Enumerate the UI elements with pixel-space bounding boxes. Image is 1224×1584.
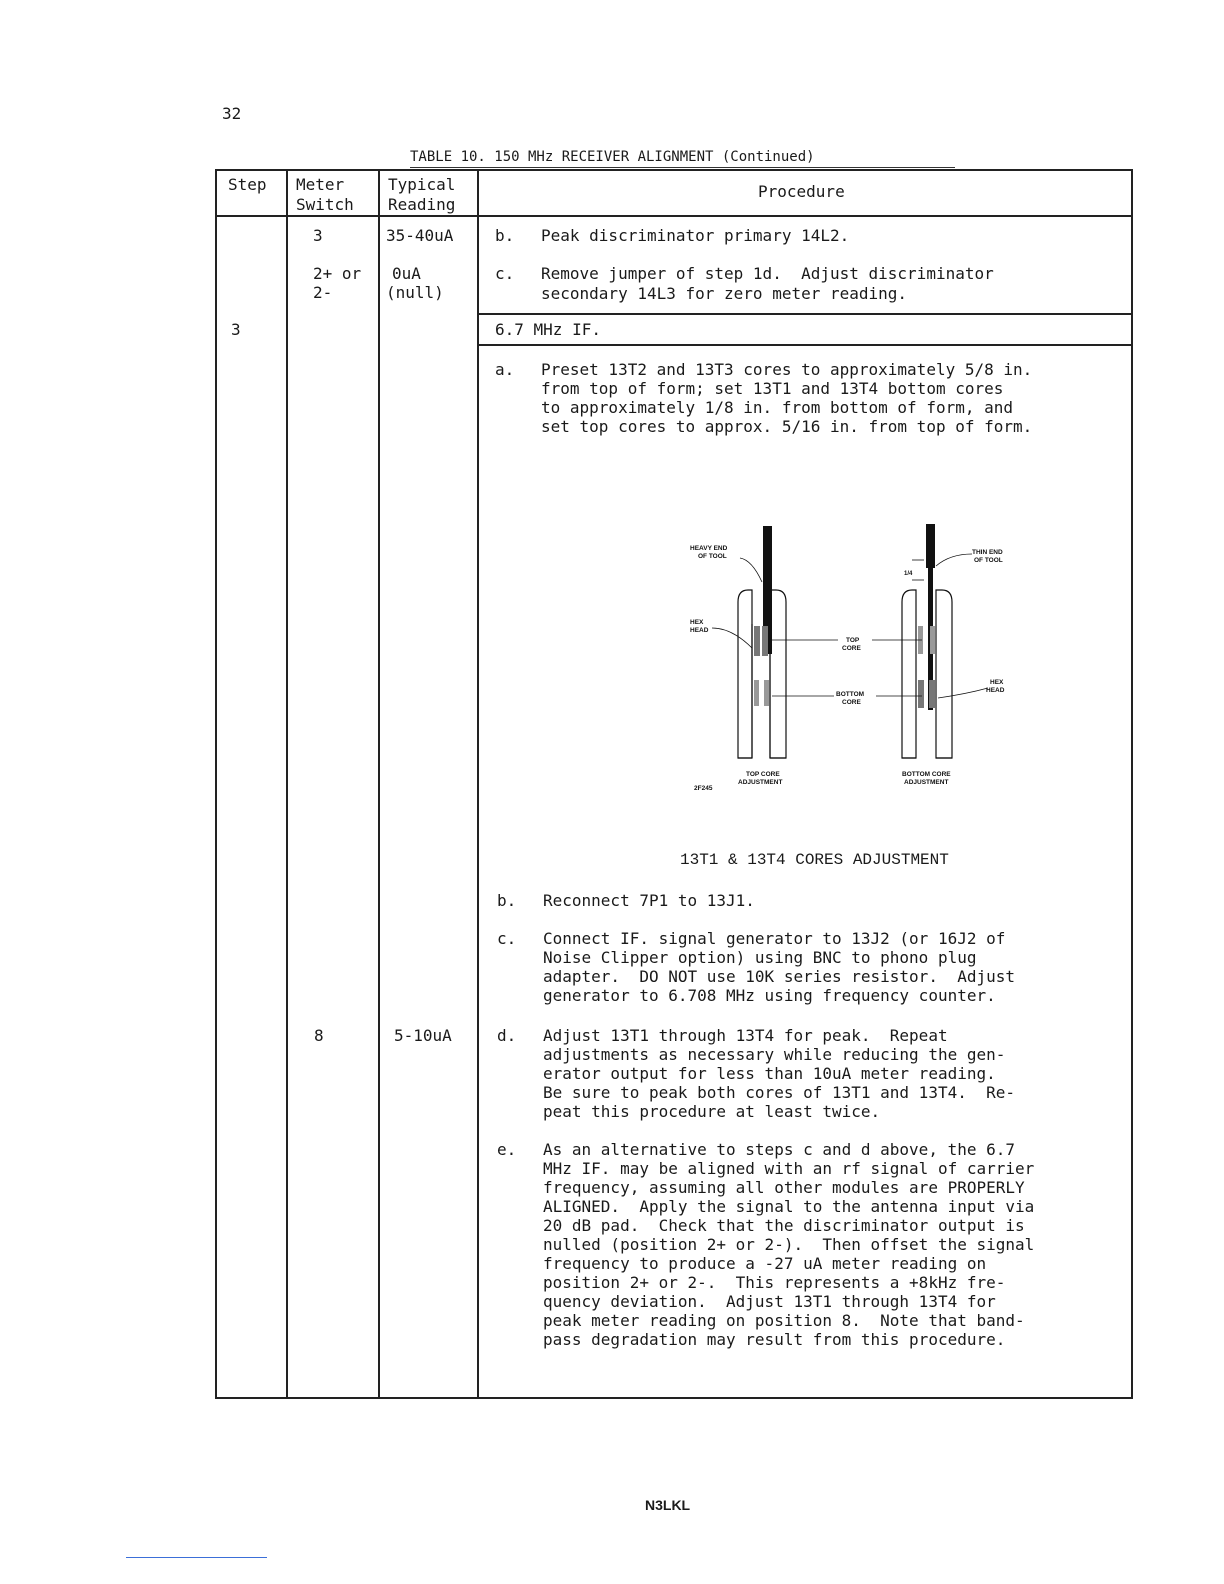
label-top-core-1: TOP [846,637,860,644]
s3-e-line-4: ALIGNED. Apply the signal to the antenna input via [543,1197,1035,1216]
label-hex-head-left-1: HEX [690,619,704,626]
s3-a-line-1: Preset 13T2 and 13T3 cores to approximately 5/8 in. [541,360,1033,379]
cores-adjustment-figure [680,520,1030,800]
s3-c-line-2: Noise Clipper option) using BNC to phono plug [543,948,977,967]
s3-e-line-11: pass degradation may result from this procedure. [543,1330,1006,1349]
s3-d-meter: 8 [314,1026,324,1045]
s3-a-letter: a. [495,360,515,379]
s3-c-line-3: adapter. DO NOT use 10K series resistor. Adjust [543,967,1016,986]
right-top-core-r [930,626,935,654]
footer-signature: N3LKL [645,1497,691,1513]
label-top-core-adj-1: TOP CORE [746,771,780,778]
s3-c-letter: c. [497,929,517,948]
s3-e-line-9: quency deviation. Adjust 13T1 through 13T4 for [543,1292,996,1311]
s3-d-line-4: Be sure to peak both cores of 13T1 and 13T4. Re- [543,1083,1016,1102]
label-thin-end-2: OF TOOL [974,557,1003,564]
label-hex-head-right-1: HEX [990,679,1004,686]
step-3-number: 3 [231,320,241,339]
header-meter-2: Switch [296,195,354,214]
row-c-text-2: secondary 14L3 for zero meter reading. [541,284,908,303]
table-caption: TABLE 10. 150 MHz RECEIVER ALIGNMENT (Continued) [410,149,815,165]
label-hex-head-right-2: HEAD [986,687,1005,694]
col-divider-step [286,169,288,1399]
label-top-core-2: CORE [842,645,861,652]
label-top-core-adj-2: ADJUSTMENT [738,779,783,786]
label-bottom-core-1: BOTTOM [836,691,865,698]
s3-c-line-1: Connect IF. signal generator to 13J2 (or 16J2 of [543,929,1006,948]
label-bottom-core-adj-1: BOTTOM CORE [902,771,951,778]
page-number: 32 [222,104,242,123]
figure-caption: 13T1 & 13T4 CORES ADJUSTMENT [680,851,949,869]
header-procedure: Procedure [758,182,845,201]
label-bottom-core-adj-2: ADJUSTMENT [904,779,949,786]
header-typical-1: Typical [388,175,456,194]
step-3-title: 6.7 MHz IF. [495,320,601,339]
caption-underline [410,167,955,168]
label-thin-end-1: THIN END [972,549,1003,556]
left-bottom-core-l [754,680,759,706]
s3-a-line-4: set top cores to approx. 5/16 in. from top of form. [541,417,1033,436]
label-hex-head-left-2: HEAD [690,627,709,634]
s3-e-letter: e. [497,1140,517,1159]
label-bottom-core-2: CORE [842,699,861,706]
footer-link-rule [126,1557,267,1558]
header-typical-2: Reading [388,195,456,214]
s3-a-line-2: from top of form; set 13T1 and 13T4 bottom cores [541,379,1004,398]
col-divider-meter [378,169,380,1399]
row-b-text: Peak discriminator primary 14L2. [541,226,850,245]
s3-d-line-3: erator output for less than 10uA meter reading. [543,1064,996,1083]
header-rule [215,215,1133,217]
label-figure-id: 2F245 [694,785,713,792]
s3-d-line-5: peat this procedure at least twice. [543,1102,881,1121]
s3-e-line-3: frequency, assuming all other modules are PROPERLY [543,1178,1025,1197]
s3-c-line-4: generator to 6.708 MHz using frequency counter. [543,986,996,1005]
s3-e-line-2: MHz IF. may be aligned with an rf signal of carrier [543,1159,1035,1178]
header-meter-1: Meter [296,175,345,194]
step3-top-rule [477,313,1133,315]
col-divider-reading [477,169,479,1399]
left-top-core-l [754,626,760,656]
s3-d-line-2: adjustments as necessary while reducing the gen- [543,1045,1006,1064]
s3-d-reading: 5-10uA [394,1026,452,1045]
s3-d-line-1: Adjust 13T1 through 13T4 for peak. Repeat [543,1026,948,1045]
right-bottom-core-l [918,680,924,708]
row-c-letter: c. [495,264,515,283]
left-coil-form [738,590,786,758]
row-c-text-1: Remove jumper of step 1d. Adjust discriminator [541,264,994,283]
s3-a-line-3: to approximately 1/8 in. from bottom of form, and [541,398,1014,417]
row-c-reading-2: (null) [386,283,444,302]
row-b-meter: 3 [313,226,323,245]
s3-b-text: Reconnect 7P1 to 13J1. [543,891,755,910]
left-bottom-core-r [764,680,769,706]
row-c-meter-1: 2+ or [313,264,362,283]
s3-e-line-7: frequency to produce a -27 uA meter reading on [543,1254,987,1273]
label-heavy-end-1: HEAVY END [690,545,728,552]
right-coil-form [902,590,952,758]
label-fraction: 1/4 [904,571,913,577]
s3-e-line-6: nulled (position 2+ or 2-). Then offset the signal [543,1235,1035,1254]
step3-title-rule [477,344,1133,346]
s3-d-letter: d. [497,1026,517,1045]
s3-e-line-5: 20 dB pad. Check that the discriminator output is [543,1216,1025,1235]
thin-tool-handle [926,524,935,568]
row-b-reading: 35-40uA [386,226,454,245]
row-b-letter: b. [495,226,515,245]
s3-e-line-8: position 2+ or 2-. This represents a +8kHz fre- [543,1273,1006,1292]
row-c-meter-2: 2- [313,283,333,302]
left-top-core-r [762,626,768,656]
header-step: Step [228,175,267,194]
label-heavy-end-2: OF TOOL [698,553,727,560]
s3-e-line-1: As an alternative to steps c and d above, the 6.7 [543,1140,1016,1159]
s3-b-letter: b. [497,891,517,910]
row-c-reading-1: 0uA [392,264,421,283]
right-bottom-core-r [929,680,935,708]
s3-e-line-10: peak meter reading on position 8. Note that band- [543,1311,1025,1330]
